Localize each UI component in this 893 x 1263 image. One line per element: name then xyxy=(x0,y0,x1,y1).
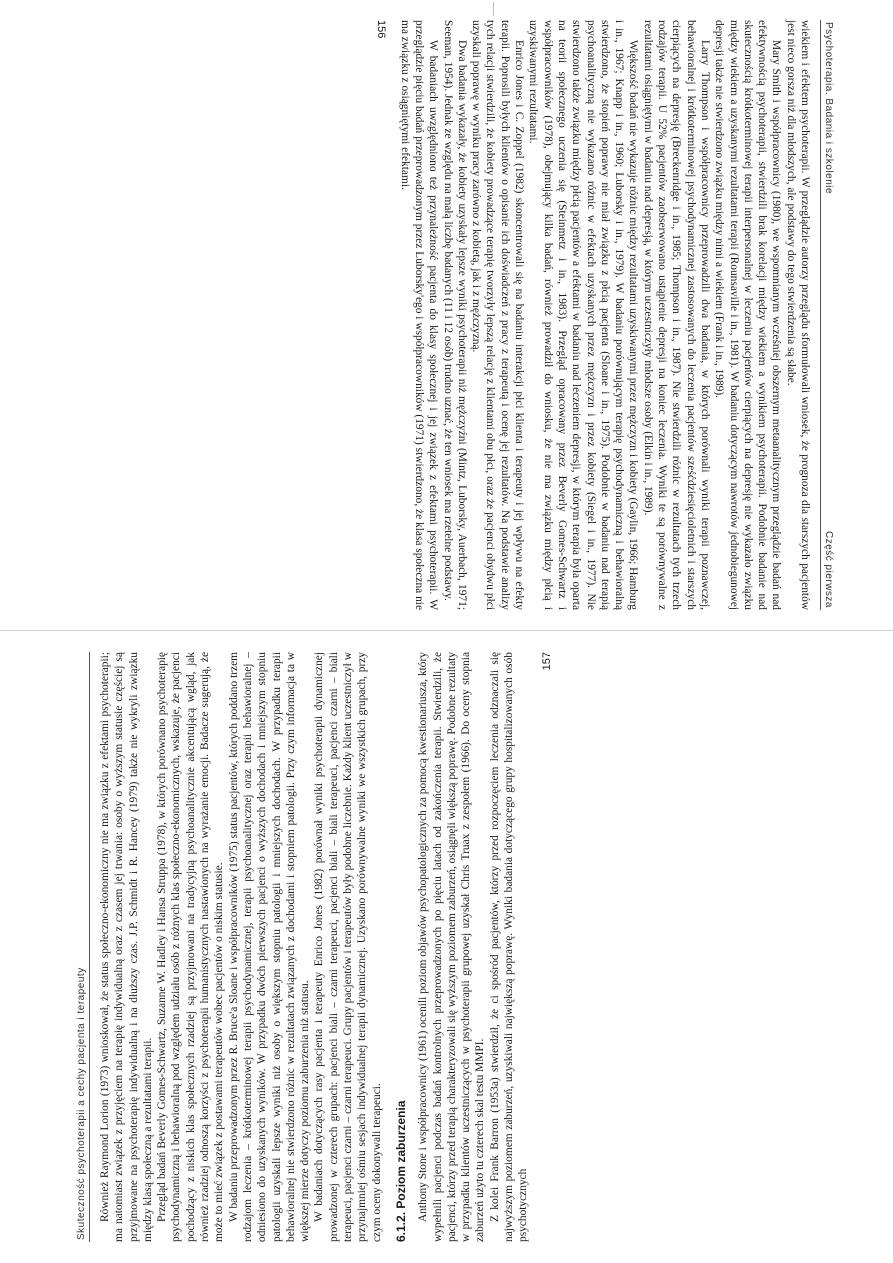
page-number: 157 xyxy=(540,652,553,671)
paragraph: W badaniu przeprowadzonym przez R. Bruce'a Sloane i współpracowników (1975) status pacjentów, których poddano trzem rodzajom leczenia – krótkoterminowej terapii psychodynamicznej, terapii psychoanalitycznej oraz terapii behawioralnej – odniesiono do uzyskanych wyników. W przypadku dwóch pierwszych pacjenci o wyższych dochodach i mniejszym stopniu patologii uzyskali lepsze wyniki niż osoby o większym stopniu patologii i mniejszych dochodach. W przypadku terapii behawioralnej nie stwierdzono różnic w rezultatach związanych z dochodami i stopniem patologii. Przy czym informacja ta w większej mierze dotyczy poziomu zaburzenia niż statusu. xyxy=(227,652,312,1242)
running-header xyxy=(820,20,841,610)
running-header-left: Psychoterapia. Badania i szkolenie xyxy=(823,22,834,195)
running-header xyxy=(69,652,90,1242)
page-157-content xyxy=(69,652,841,1242)
fold-mark xyxy=(493,2,494,16)
running-header-left: Skuteczność psychoterapii a cechy pacjenta i terapeuty xyxy=(76,967,87,1240)
paragraph: Larry Thompson i współpracownicy przeprowadzili dwa badania, w których porównali wyniki terapii poznawczej, behawioralnej i krótkoterminowej psychodynamicznej zastosowanych do leczenia pacjentów sześćdziesięcioletnich i starszych cierpiących na depresję (Breckenridge i in., 1985; Thompson i in., 1987). Nie stwierdzili różnic w rezultatach tych trzech rodzajów terapii. U 52% pacjentów zaobserwowano ustąpienie depresji na koniec leczenia. Wyniki te są porównywalne z rezultatami osiągniętymi w badaniu nad depresją, w którym uczestniczyły młodsze osoby (Elkin i in., 1989). xyxy=(641,20,711,610)
page-number: 156 xyxy=(375,20,388,39)
page-156 xyxy=(0,0,893,631)
paragraph: Większość badań nie wykazuje różnic między rezultatami uzyskiwanymi przez mężczyzn i kobiety (Gaylin, 1966; Hamburg i in., 1967; Knapp i in., 1960; Luborsky i in., 1979). W badaniu porównującym terapię psychodynamiczną i behawioralną stwierdzono, że stopień poprawy nie miał związku z płcią pacjenta (Sloane i in., 1975). Podobnie w badaniu nad terapią psychoanalityczną nie wykazano różnic w efektach uzyskanych przez mężczyzn i przez kobiety (Siegel i in., 1977). Nie stwierdzono także związku między płcią pacjentów a efektami w badaniu nad leczeniem depresji, w którym terapia była oparta na teorii społecznego uczenia się (Steinmetz i in., 1983). Przegląd opracowany przez Beverly Gomes-Schwartz i współpracowników (1978), obejmujący kilka badań, również prowadził do wniosku, że nie ma związku między płcią i uzyskiwanymi rezultatami. xyxy=(527,20,640,610)
running-header-right: Część pierwsza xyxy=(823,530,834,608)
paragraph: Enrico Jones i C. Zoppel (1982) skoncentrowali się na badaniu interakcji płci klienta i terapeuty i jej wpływu na efekty terapii. Poprosili byłych klientów o opisanie ich doświadczeń z pracy z terapeutą i ocenę jej rezultatów. Na podstawie analizy tych relacji stwierdzili, że kobiety prowadzące terapię tworzyły lepszą relację z klientami obu płci, oraz że pacjenci obydwu płci uzyskali poprawę w wyniku pracy zarówno z kobietą, jak i z mężczyzną. xyxy=(470,20,526,610)
paragraph: Przegląd badań Beverly Gomes-Schwartz, Suzanne W. Hadley i Hansa Struppa (1978), w których porównano psychoterapię psychodynamiczną i behawioralną pod względem udziału osób z różnych klas społeczno-ekonomicznych, wskazuje, że pacjenci pochodzący z niskich klas społecznych rzadziej są przyjmowani na tradycyjną psychoanalitycznie akcentującą wgląd, jak również rzadziej odnoszą korzyści z psychoterapii humanistycznych nastawionych na wyrażanie emocji. Badacze sugerują, że może to mieć związek z postawami terapeutów wobec pacjentów o niskim statusie. xyxy=(156,652,226,1242)
page-157 xyxy=(0,632,893,1263)
section-heading: 6.1.2. Poziom zaburzenia xyxy=(393,1100,408,1242)
page-156-content xyxy=(69,20,841,610)
paragraph: W badaniach dotyczących rasy pacjenta i terapeuty Enrico Jones (1982) porównał wyniki psychoterapii dynamicznej prowadzonej w czterech grupach: pacjenci biali – czarni terapeuci, pacjenci biali – biali terapeuci, pacjenci czarni – biali terapeuci, pacjenci czarni – czarni terapeuci. Grupy pacjentów i terapeutów były podobne liczebnie. Każdy klient uczestniczył w przynajmniej ośmiu sesjach indywidualnej terapii dynamicznej. Uzyskano porównywalne wyniki we wszystkich grupach, przy czym oceny dokonywali terapeuci. xyxy=(313,652,383,1242)
paragraph: Mary Smith i współpracownicy (1980), we wspomnianym wcześniej obszernym metaanalitycznym przeglądzie badań nad efektywnością psychoterapii, stwierdzili brak korelacji między wiekiem a wynikiem psychoterapii. Podobnie badanie nad skutecznością krótkoterminowej terapii interpersonalnej w leczeniu pacjentów cierpiących na depresję nie wykazało związku między wiekiem a uzyskanymi rezultatami terapii (Rounsaville i in., 1981). W badaniu dotyczącym nawrotów jednobiegunowej depresji także nie stwierdzono związku między nimi a wiekiem (Frank i in., 1989). xyxy=(713,20,783,610)
page-body xyxy=(397,20,820,610)
paragraph: Z kolei Frank Barron (1953a) stwierdził, że ci spośród pacjentów, którzy przed rozpoczęciem leczenia odznaczali się najwyższym poziomem zaburzeń, uzyskiwali największą poprawę. Wyniki badania dotyczącego grupy hospitalizowanych osób psychotycznych xyxy=(488,652,530,1242)
page-body xyxy=(90,652,531,1242)
paragraph: Dwa badania wykazały, że kobiety uzyskały lepsze wyniki psychoterapii niż mężczyźni (Mintz, Luborsky, Auerbach, 1971; Seeman, 1954). Jednak ze względu na małą liczbę badanych (11 i 12 osób) trudno uznać, że ten wniosek ma rzetelne podstawy. xyxy=(441,20,468,610)
paragraph: Również Raymond Lorion (1973) wnioskował, że status społeczno-ekonomiczny nie ma związku z efektami psychoterapii; ma natomiast związek z przyjęciem na terapię indywidualną oraz z czasem jej trwania: osoby o wyższym statusie częściej są przyjmowane na psychoterapię indywidualną i na dłuższy czas. J.P. Schmidt i R. Hancey (1979) także nie wykryli związku między klasą społeczną a rezultatami terapii. xyxy=(99,652,154,1242)
paragraph: wiekiem i efektem psychoterapii. W przeglądzie autorzy przeglądu sformułowali wniosek, że prognoza dla starszych pacjentów jest nieco gorsza niż dla młodszych, ale podstawy do tego stwierdzenia są słabe. xyxy=(784,20,811,610)
paragraph: W badaniach uwzględniono też przynależność pacjenta do klasy społecznej i jej związek z efektami psychoterapii. W przeglądzie pięciu badań przeprowadzonym przez Luborsky'ego i współpracowników (1971) stwierdzono, że klasa społeczna nie ma związku z osiągniętymi efektami. xyxy=(398,20,440,610)
paragraph: Anthony Stone i współpracownicy (1961) ocenili poziom objawów psychopatologicznych za pomocą kwestionariusza, który wypełnili pacjenci podczas badań kontrolnych przeprowadzonych po pięciu latach od zakończenia terapii. Stwierdzili, że pacjenci, którzy przed terapią charakteryzowali się wyższym poziomem zaburzeń, osiągnęli większą poprawę. Podobne rezultaty w przypadku klientów uczestniczących w psychoterapii grupowej uzyskał Chris Truax z zespołem (1966). Do oceny stopnia zaburzeń użyto tu czterech skal testu MMPI. xyxy=(417,652,487,1242)
